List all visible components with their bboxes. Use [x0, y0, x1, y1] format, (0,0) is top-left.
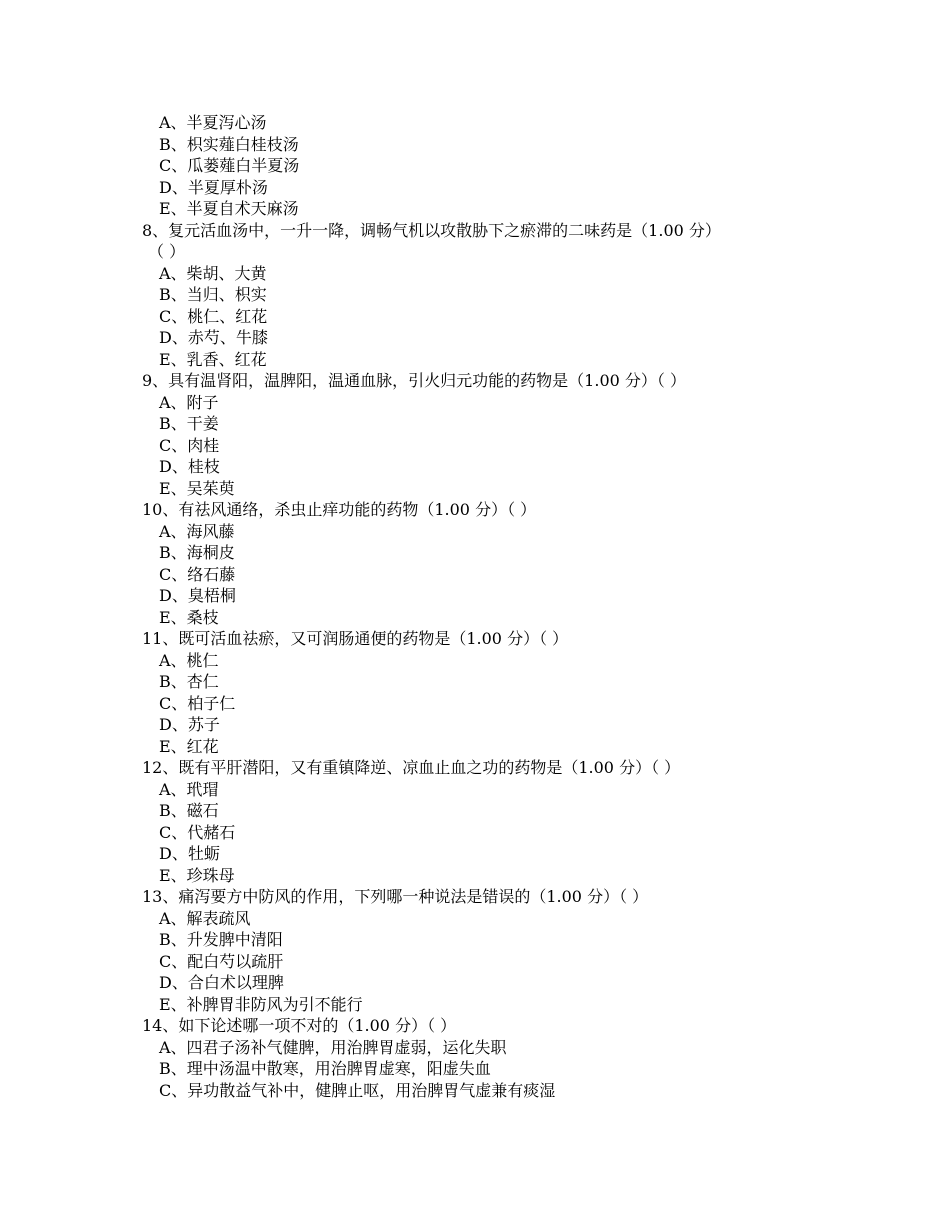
option-c: C、络石藤 — [159, 564, 236, 584]
option-b: B、杏仁 — [159, 672, 219, 691]
option-a: A、四君子汤补气健脾，用治脾胃虚弱，运化失职 — [159, 1037, 507, 1057]
option-e: E、桑枝 — [159, 607, 219, 627]
option-a: A、桃仁 — [159, 650, 219, 670]
option-c: C、配白芍以疏肝 — [159, 951, 284, 971]
option-d: D、苏子 — [159, 715, 220, 734]
option-a: A、海风藤 — [159, 521, 235, 541]
option-c: C、桃仁、红花 — [159, 306, 268, 326]
question-list — [142, 112, 812, 1101]
option-b: B、理中汤温中散寒，用治脾胃虚寒，阳虚失血 — [159, 1059, 491, 1078]
question-stem: 12、既有平肝潜阳，又有重镇降逆、凉血止血之功的药物是（1.00 分）（ ） — [142, 758, 681, 777]
option-a: A、柴胡、大黄 — [159, 263, 267, 283]
option-c: C、异功散益气补中，健脾止呕，用治脾胃气虚兼有痰湿 — [159, 1080, 556, 1100]
option-c: C、肉桂 — [159, 435, 220, 455]
question-stem: 9、具有温肾阳，温脾阳，温通血脉，引火归元功能的药物是（1.00 分）（ ） — [142, 371, 686, 390]
option-e: E、乳香、红花 — [159, 349, 267, 369]
option-a: A、附子 — [159, 392, 219, 412]
option-c: C、瓜蒌薤白半夏汤 — [159, 156, 300, 175]
question-stem: 13、痛泻要方中防风的作用，下列哪一种说法是错误的（1.00 分）（ ） — [142, 887, 649, 906]
option-a: A、解表疏风 — [159, 908, 251, 928]
answer-bracket: （ ） — [148, 242, 186, 261]
option-e: E、半夏自术天麻汤 — [159, 199, 299, 218]
question-stem: 10、有祛风通络，杀虫止痒功能的药物（1.00 分）（ ） — [142, 500, 537, 519]
question-stem: 11、既可活血祛瘀，又可润肠通便的药物是（1.00 分）（ ） — [142, 629, 569, 648]
option-b: B、磁石 — [159, 801, 219, 820]
option-d: D、赤芍、牛膝 — [159, 328, 268, 347]
option-d: D、臭梧桐 — [159, 586, 236, 605]
option-e: E、珍珠母 — [159, 865, 235, 885]
option-c: C、柏子仁 — [159, 693, 236, 713]
option-d: D、牡蛎 — [159, 844, 220, 863]
question-stem: 14、如下论述哪一项不对的（1.00 分）（ ） — [142, 1016, 457, 1035]
option-d: D、桂枝 — [159, 457, 220, 476]
option-b: B、当归、枳实 — [159, 285, 267, 304]
option-d: D、合白术以理脾 — [159, 973, 284, 992]
option-b: B、枳实薤白桂枝汤 — [159, 134, 299, 154]
option-a: A、半夏泻心汤 — [159, 113, 267, 132]
option-c: C、代赭石 — [159, 822, 236, 842]
option-e: E、红花 — [159, 736, 219, 756]
option-e: E、吴茱萸 — [159, 478, 235, 498]
option-a: A、玳瑁 — [159, 779, 219, 799]
option-b: B、干姜 — [159, 414, 219, 433]
option-d: D、半夏厚朴汤 — [159, 177, 268, 197]
question-stem: 8、复元活血汤中，一升一降，调畅气机以攻散胁下之瘀滞的二味药是（1.00 分） — [142, 220, 721, 240]
option-b: B、海桐皮 — [159, 543, 235, 562]
option-e: E、补脾胃非防风为引不能行 — [159, 994, 363, 1014]
option-b: B、升发脾中清阳 — [159, 930, 283, 949]
